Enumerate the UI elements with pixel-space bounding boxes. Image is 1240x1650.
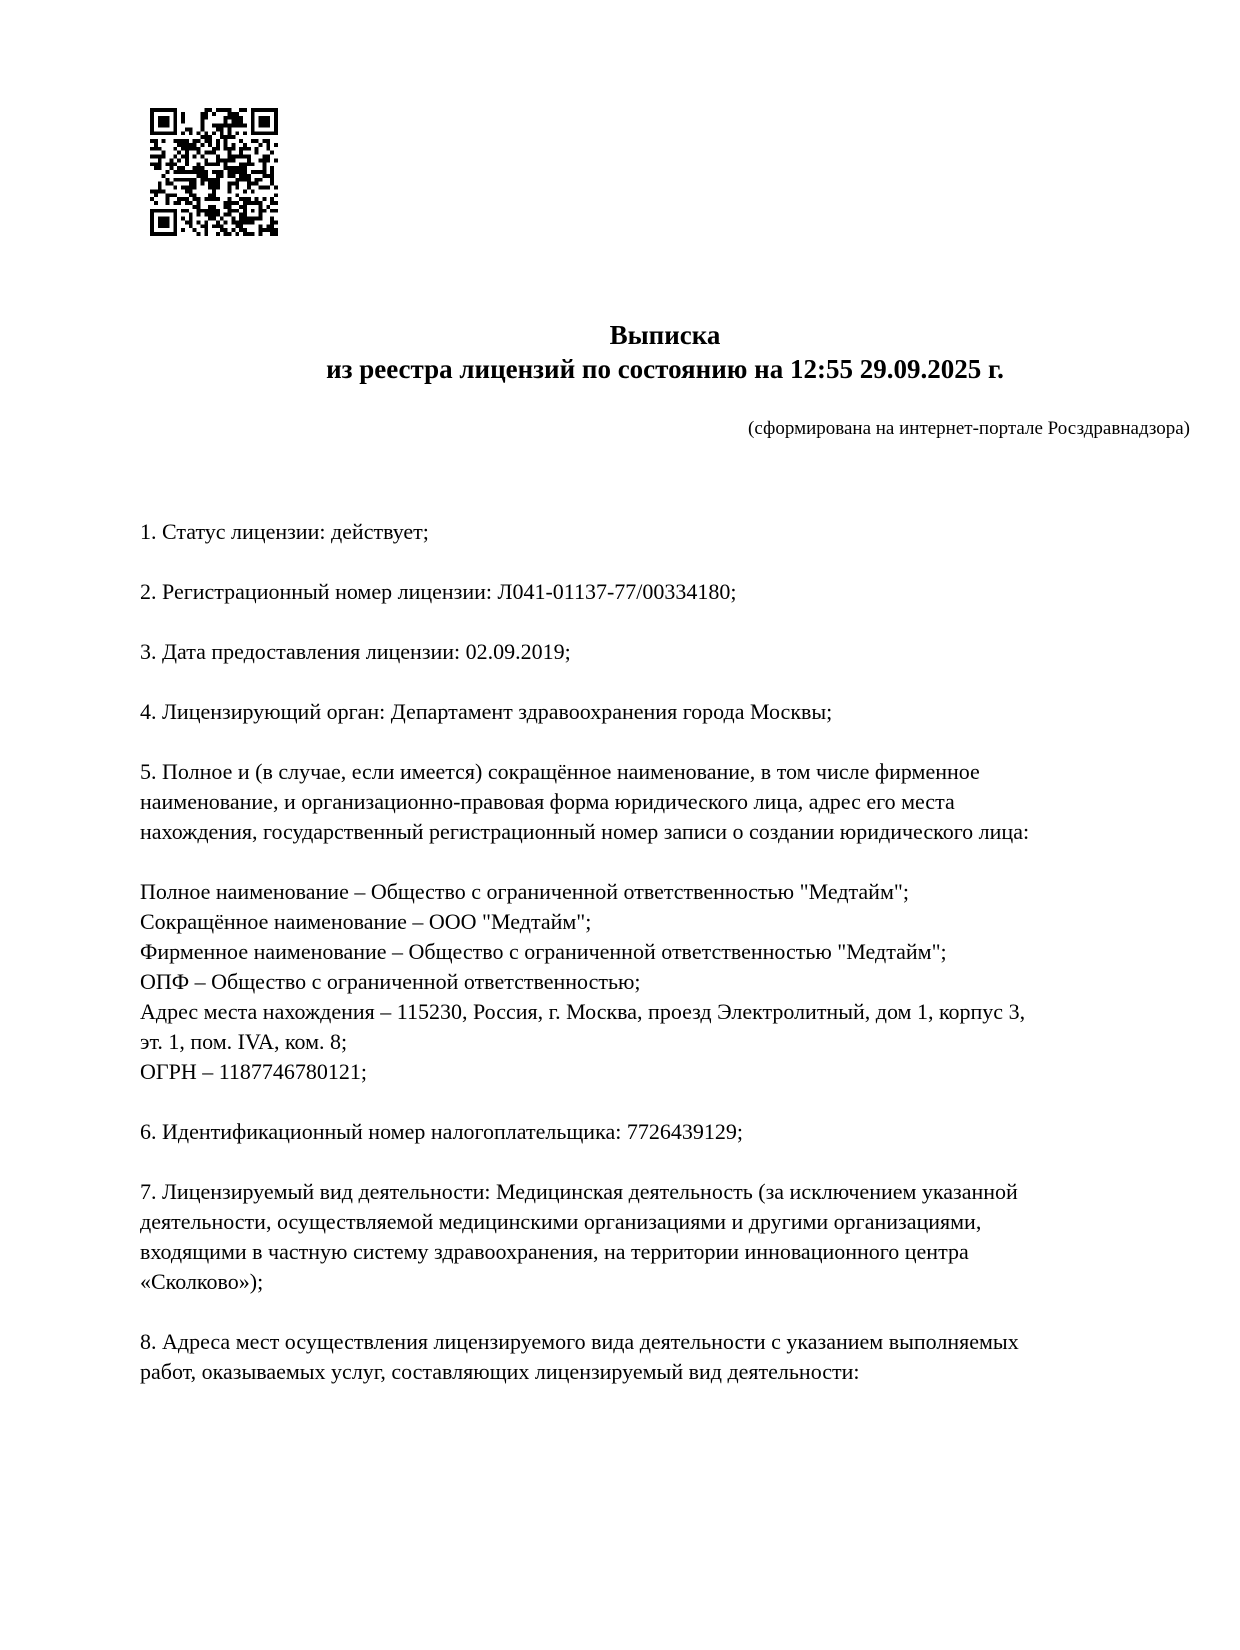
document-line: «Сколково»); bbox=[140, 1269, 264, 1294]
document-line: 8. Адреса мест осуществления лицензируемого вида деятельности с указанием выполняемых bbox=[140, 1329, 1019, 1354]
document-line: ОПФ – Общество с ограниченной ответственностью; bbox=[140, 969, 641, 994]
paragraph-taxpayer-inn bbox=[140, 1117, 1198, 1147]
paragraph-license-grant-date bbox=[140, 637, 1198, 667]
document-line: наименование, и организационно-правовая форма юридического лица, адрес его места bbox=[140, 789, 955, 814]
paragraph-license-status bbox=[140, 517, 1198, 547]
document-subtitle: (сформирована на интернет-портале Росздравнадзора) bbox=[748, 418, 1190, 439]
paragraph-license-reg-number bbox=[140, 577, 1198, 607]
document-line: Полное наименование – Общество с ограниченной ответственностью "Медтайм"; bbox=[140, 879, 909, 904]
paragraph-entity-names-heading bbox=[140, 757, 1198, 847]
paragraph-licensed-activity bbox=[140, 1177, 1198, 1297]
qr-code-image bbox=[150, 108, 278, 236]
document-title bbox=[140, 318, 1190, 386]
document-line: эт. 1, пом. IVA, ком. 8; bbox=[140, 1029, 348, 1054]
qr-code bbox=[150, 108, 278, 236]
document-line: 4. Лицензирующий орган: Департамент здравоохранения города Москвы; bbox=[140, 699, 833, 724]
document-body bbox=[140, 517, 1198, 1417]
document-line: Фирменное наименование – Общество с ограниченной ответственностью "Медтайм"; bbox=[140, 939, 947, 964]
document-line: деятельности, осуществляемой медицинскими организациями и другими организациями, bbox=[140, 1209, 982, 1234]
title-line-1: Выписка bbox=[609, 320, 721, 350]
document-line: работ, оказываемых услуг, составляющих лицензируемый вид деятельности: bbox=[140, 1359, 860, 1384]
paragraph-activity-addresses-heading bbox=[140, 1327, 1198, 1387]
document-line: 2. Регистрационный номер лицензии: Л041-01137-77/00334180; bbox=[140, 579, 737, 604]
document-line: Сокращённое наименование – ООО "Медтайм"; bbox=[140, 909, 592, 934]
paragraph-entity-names bbox=[140, 877, 1198, 1087]
document-line: Адрес места нахождения – 115230, Россия, г. Москва, проезд Электролитный, дом 1, корпус 3, bbox=[140, 999, 1026, 1024]
document-line: входящими в частную систему здравоохранения, на территории инновационного центра bbox=[140, 1239, 969, 1264]
paragraph-licensing-authority bbox=[140, 697, 1198, 727]
document-line: 3. Дата предоставления лицензии: 02.09.2019; bbox=[140, 639, 571, 664]
document-line: нахождения, государственный регистрационный номер записи о создании юридического лица: bbox=[140, 819, 1030, 844]
document-line: 6. Идентификационный номер налогоплательщика: 7726439129; bbox=[140, 1119, 743, 1144]
document-line: ОГРН – 1187746780121; bbox=[140, 1059, 368, 1084]
document-line: 7. Лицензируемый вид деятельности: Медицинская деятельность (за исключением указанной bbox=[140, 1179, 1018, 1204]
document-line: 1. Статус лицензии: действует; bbox=[140, 519, 429, 544]
title-line-2: из реестра лицензий по состоянию на 12:55 29.09.2025 г. bbox=[326, 354, 1004, 384]
document-line: 5. Полное и (в случае, если имеется) сокращённое наименование, в том числе фирменное bbox=[140, 759, 980, 784]
